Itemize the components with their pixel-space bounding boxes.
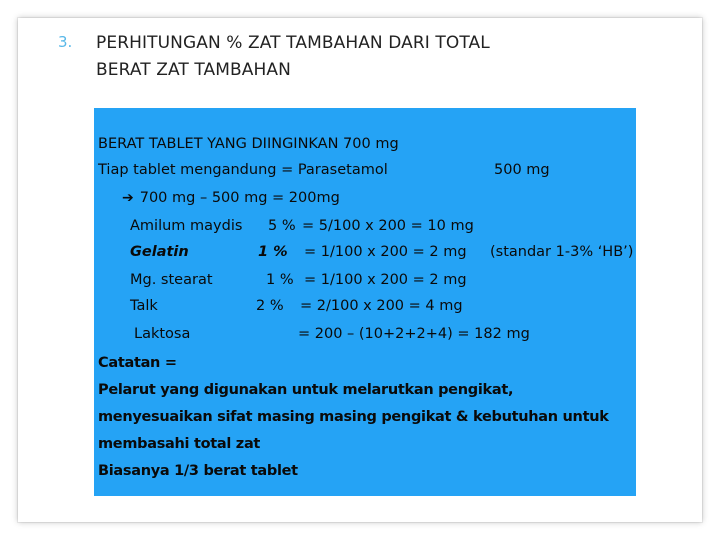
selisih-line [122, 190, 340, 206]
laktosa-calc: = 200 – (10+2+2+4) = 182 mg [298, 326, 530, 342]
amilum-name: Amilum maydis [130, 218, 243, 234]
catatan-title: Catatan = [98, 355, 177, 371]
talk-calc: = 2/100 x 200 = 4 mg [300, 298, 463, 314]
mg-stearat-pct: 1 % [266, 272, 294, 288]
talk-name: Talk [130, 298, 158, 314]
arrow-right-icon: ➔ [122, 190, 134, 206]
catatan-line-1: Pelarut yang digunakan untuk melarutkan pengikat, [98, 382, 514, 398]
catatan-block [98, 350, 626, 485]
catatan-line-3: membasahi total zat [98, 436, 261, 452]
catatan-line-4: Biasanya 1/3 berat tablet [98, 463, 298, 479]
amilum-pct: 5 % [268, 218, 296, 234]
heading-line-1: PERHITUNGAN % ZAT TAMBAHAN DARI TOTAL [96, 33, 490, 53]
tiap-tablet-line: Tiap tablet mengandung = Parasetamol [98, 162, 388, 178]
heading-number: 3. [58, 33, 73, 51]
laktosa-name: Laktosa [134, 326, 191, 342]
gelatin-note: (standar 1-3% ‘HB’) [490, 244, 634, 260]
slide-heading [58, 30, 618, 84]
tiap-tablet-value: 500 mg [494, 162, 550, 178]
gelatin-calc: = 1/100 x 200 = 2 mg [304, 244, 467, 260]
mg-stearat-name: Mg. stearat [130, 272, 213, 288]
heading-title [96, 30, 490, 84]
selisih-text: 700 mg – 500 mg = 200mg [139, 190, 340, 206]
mg-stearat-calc: = 1/100 x 200 = 2 mg [304, 272, 467, 288]
berat-tablet-line: BERAT TABLET YANG DIINGINKAN 700 mg [98, 136, 399, 152]
catatan-line-2: menyesuaikan sifat masing masing pengikat & kebutuhan untuk [98, 409, 609, 425]
gelatin-name: Gelatin [130, 244, 189, 260]
amilum-calc: = 5/100 x 200 = 10 mg [302, 218, 474, 234]
talk-pct: 2 % [256, 298, 284, 314]
heading-line-2: BERAT ZAT TAMBAHAN [96, 60, 291, 80]
gelatin-pct: 1 % [258, 244, 288, 260]
